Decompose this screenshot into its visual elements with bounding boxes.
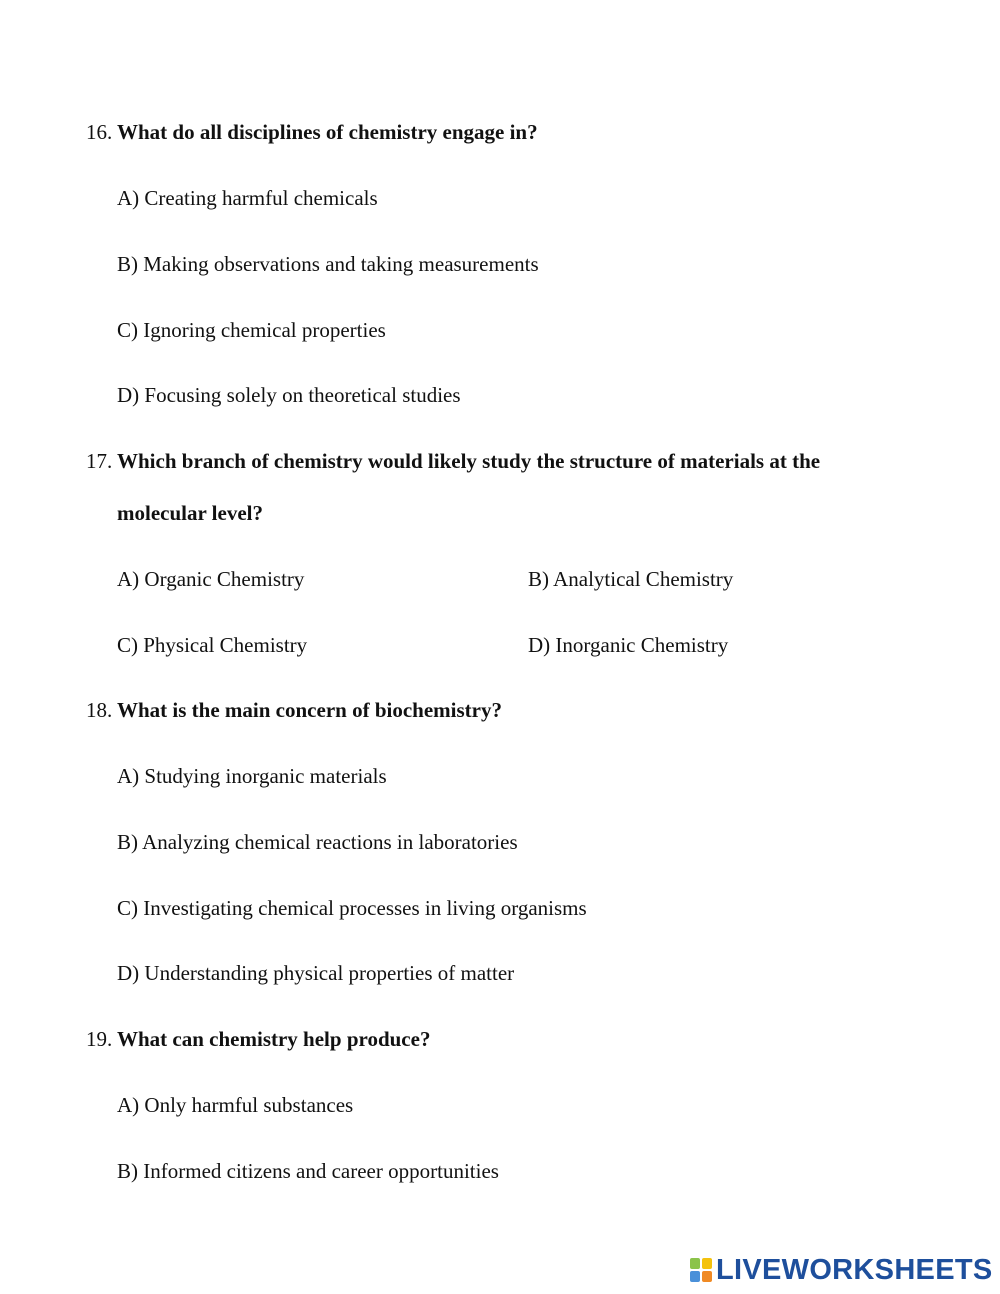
option-a: A) Only harmful substances <box>117 1093 354 1117</box>
question-number: 16. <box>86 120 113 144</box>
option-d: D) Focusing solely on theoretical studies <box>117 383 461 407</box>
question-text: What can chemistry help produce? <box>117 1027 431 1051</box>
question-text-line-2: molecular level? <box>117 501 263 525</box>
question-text: What do all disciplines of chemistry engage in? <box>117 120 538 144</box>
option-b: B) Analytical Chemistry <box>528 567 734 591</box>
question-number: 19. <box>86 1027 113 1051</box>
question-text: What is the main concern of biochemistry? <box>117 698 502 722</box>
question-number: 17. <box>86 449 113 473</box>
option-a: A) Studying inorganic materials <box>117 764 387 788</box>
option-d: D) Understanding physical properties of matter <box>117 961 515 985</box>
option-b: B) Informed citizens and career opportunities <box>117 1159 499 1183</box>
option-b: B) Making observations and taking measurements <box>117 252 539 276</box>
question-text-line-1: Which branch of chemistry would likely study the structure of materials at the <box>117 449 821 473</box>
logo-text: LIVEWORKSHEETS <box>716 1253 993 1286</box>
option-b: B) Analyzing chemical reactions in laboratories <box>117 830 518 854</box>
liveworksheets-logo-icon <box>690 1258 712 1282</box>
option-c: C) Investigating chemical processes in living organisms <box>117 896 587 920</box>
option-c: C) Ignoring chemical properties <box>117 318 386 342</box>
option-a: A) Organic Chemistry <box>117 567 305 591</box>
question-number: 18. <box>86 698 113 722</box>
option-d: D) Inorganic Chemistry <box>528 633 729 657</box>
option-a: A) Creating harmful chemicals <box>117 186 378 210</box>
liveworksheets-logo[interactable] <box>690 1253 993 1286</box>
option-c: C) Physical Chemistry <box>117 633 308 657</box>
